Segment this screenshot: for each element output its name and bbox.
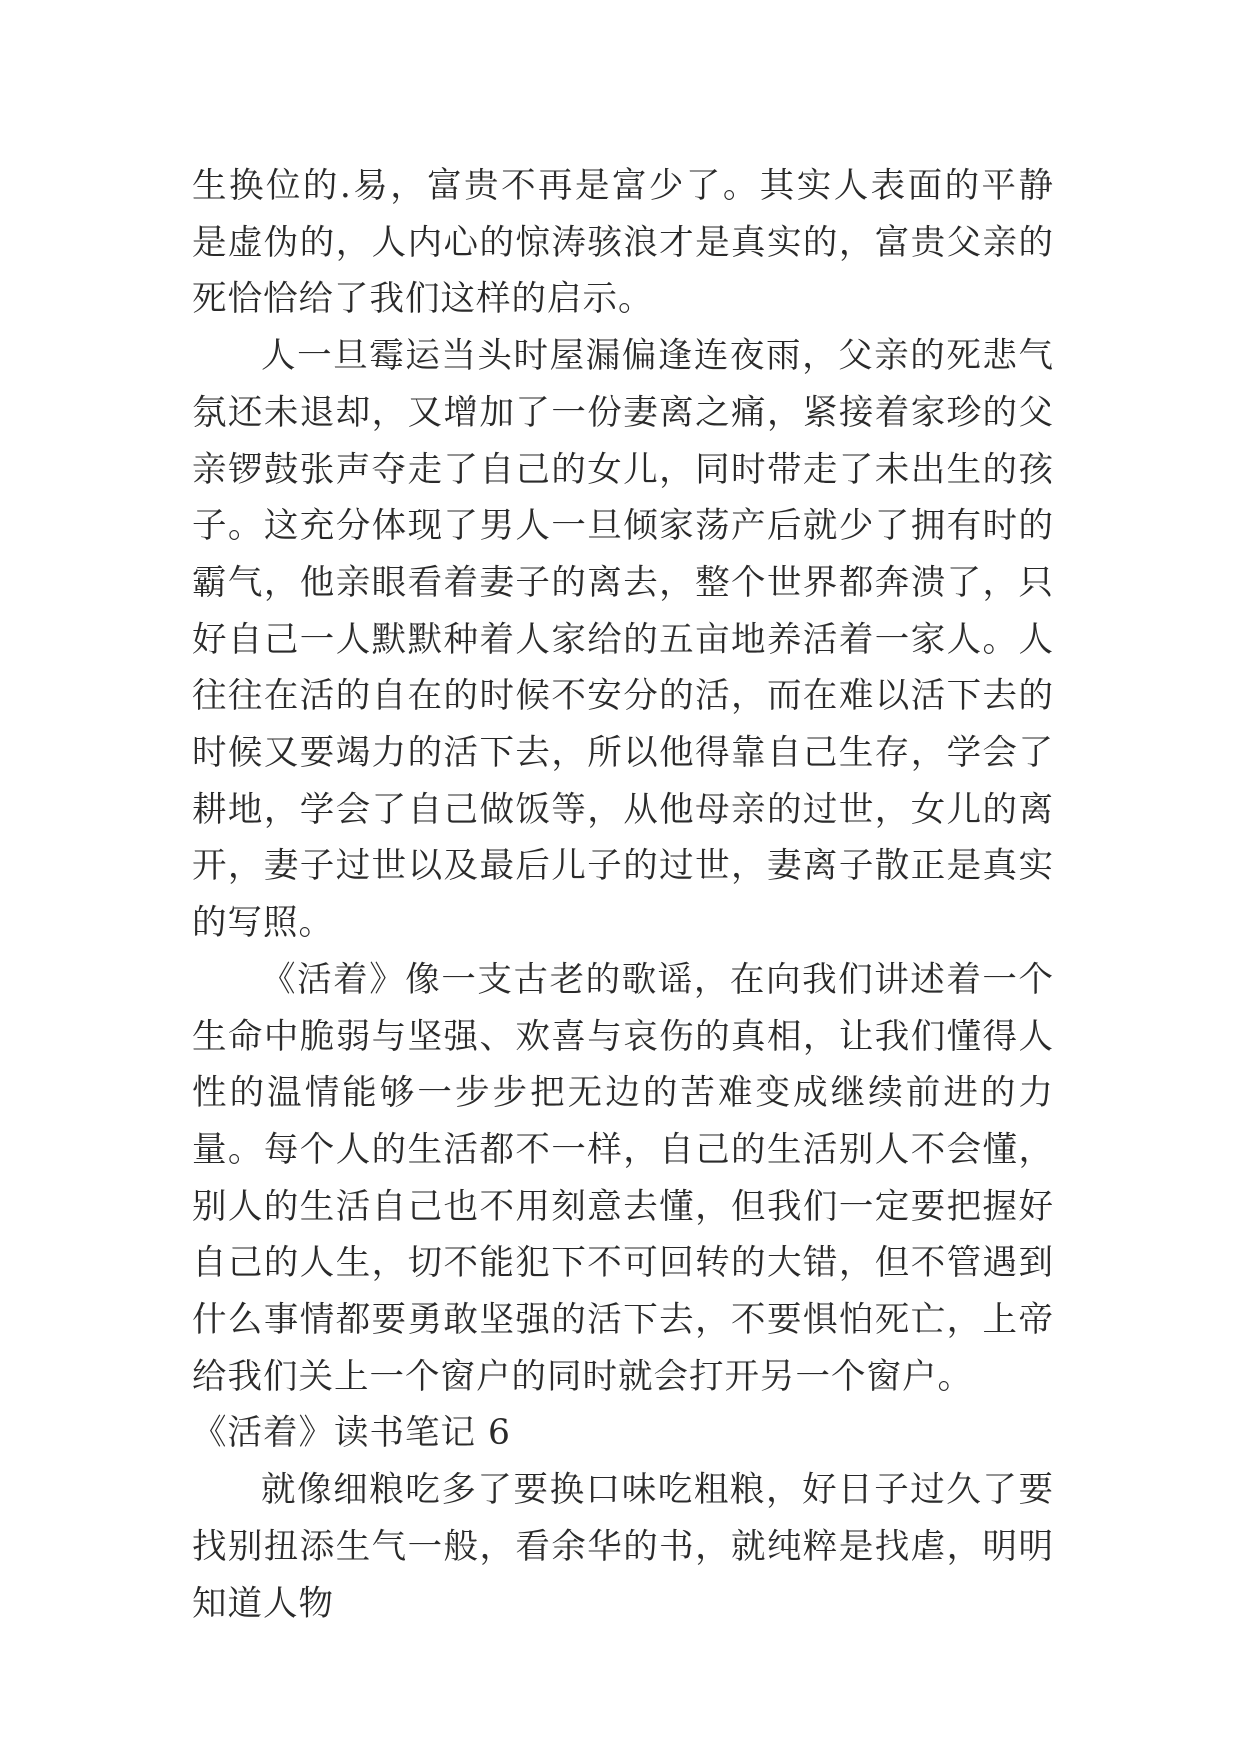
section-heading: 《活着》读书笔记 6: [192, 1413, 511, 1454]
document-body: [192, 158, 1054, 1632]
paragraph-reflection: 《活着》像一支古老的歌谣，在向我们讲述着一个生命中脆弱与坚强、欢喜与哀伤的真相，让我们懂得人性的温情能够一步步把无边的苦难变成继续前进的力量。每个人的生活都不一样，自己的生活别人不会懂，别人的生活自己也不用刻意去懂，但我们一定要把握好自己的人生，切不能犯下不可回转的大错，但不管遇到什么事情都要勇敢坚强的活下去，不要惧怕死亡，上帝给我们关上一个窗户的同时就会打开另一个窗户。: [192, 959, 1054, 1397]
paragraph-continuation: 生换位的.易，富贵不再是富少了。其实人表面的平静是虚伪的，人内心的惊涛骇浪才是真实的，富贵父亲的死恰恰给了我们这样的启示。: [192, 166, 1054, 320]
paragraph-misfortune: 人一旦霉运当头时屋漏偏逢连夜雨，父亲的死悲气氛还未退却，又增加了一份妻离之痛，紧接着家珍的父亲锣鼓张声夺走了自己的女儿，同时带走了未出生的孩子。这充分体现了男人一旦倾家荡产后就少了拥有时的霸气，他亲眼看着妻子的离去，整个世界都奔溃了，只好自己一人默默种着人家给的五亩地养活着一家人。人往往在活的自在的时候不安分的活，而在难以活下去的时候又要竭力的活下去，所以他得靠自己生存，学会了耕地，学会了自己做饭等，从他母亲的过世，女儿的离开，妻子过世以及最后儿子的过世，妻离子散正是真实的写照。: [192, 336, 1054, 944]
paragraph-section-intro: 就像细粮吃多了要换口味吃粗粮，好日子过久了要找别扭添生气一般，看余华的书，就纯粹是找虐，明明知道人物: [192, 1470, 1054, 1624]
